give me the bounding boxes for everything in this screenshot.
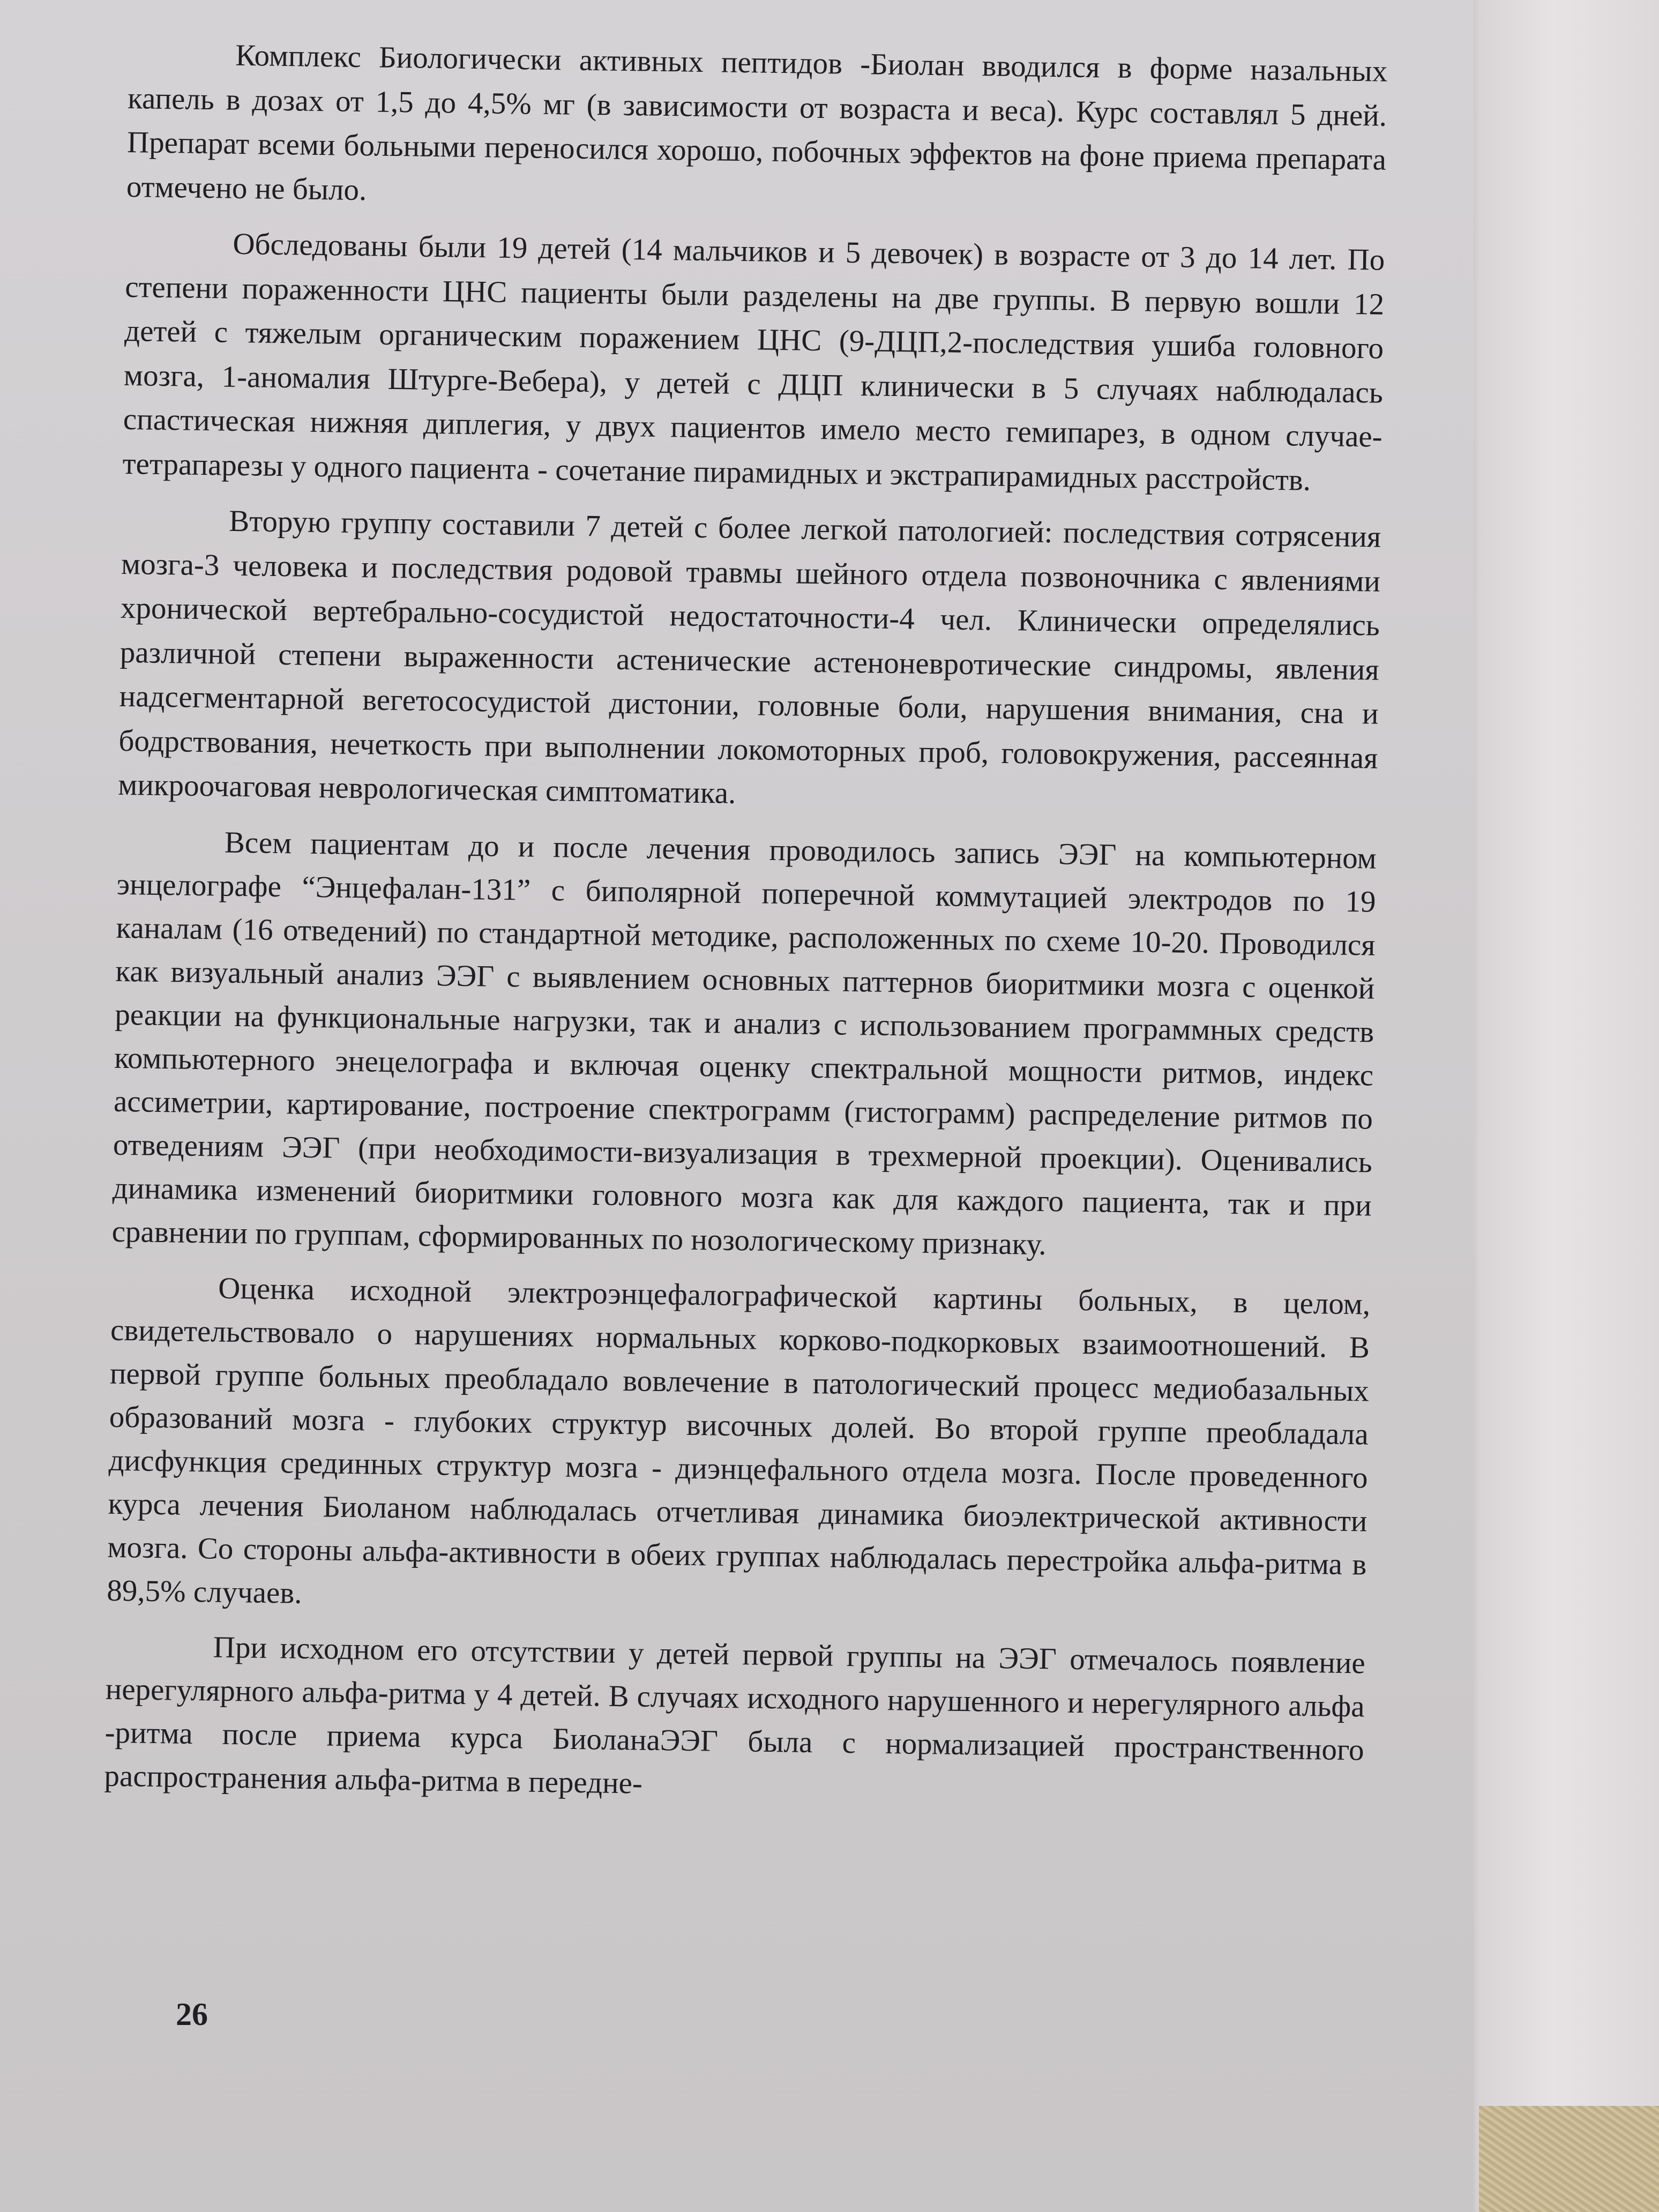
paragraph-patients-group-one: Обследованы были 19 детей (14 мальчиков и 5 девочек) в возрасте от 3 до 14 лет. По степени пораженности ЦНС пациенты были разделены на две группы. В первую вошли 12 детей с тяжелым органическим поражением ЦНС (9-ДЦП,2-последствия ушиба головного мозга, 1-аномалия Штурге-Вебера), у детей с ДЦП клинически в 5 случаях наблюдалась спастическая нижняя диплегия, у двух пациентов имело место гемипарез, в одном случае-тетрапарезы у одного пациента - сочетание пирамидных и экстрапирамидных расстройств. (122, 227, 1385, 497)
page-text (104, 32, 1388, 1827)
paragraph-alpha-rhythm: При исходном его отсутствии у детей первой группы на ЭЭГ отмечалось появление нерегулярного альфа-ритма у 4 детей. В случаях исходного нарушенного и нерегулярного альфа -ритма после приема курса БиоланаЭЭГ была с нормализацией пространственного распространения альфа-ритма в передне- (104, 1630, 1366, 1800)
paragraph-eeg-assessment: Оценка исходной электроэнцефалографической картины больных, в целом, свидетельствовало о нарушениях нормальных корково-подкорковых взаимоотношений. В первой группе больных преобладало вовлечение в патологический процесс медиобазальных образований мозга - глубоких структур височных долей. Во второй группе преобладала дисфункция срединных структур мозга - диэнцефального отдела мозга. После проведенного курса лечения Биоланом наблюдалась отчетливая динамика биоэлектрической активности мозга. Со стороны альфа-активности в обеих группах наблюдалась перестройка альфа-ритма в 89,5% случаев. (106, 1271, 1371, 1610)
paragraph-group-two: Вторую группу составили 7 детей с более легкой патологией: последствия сотрясения мозга-3 человека и последствия родовой травмы шейного отдела позвоночника с явлениями хронической вертебрально-сосудистой недостаточности-4 чел. Клинически определялись различной степени выраженности астенические астеноневротические синдромы, явления надсегментарной вегетососудистой дистонии, головные боли, нарушения внимания, сна и бодрствования, нечеткость при выполнении локомоторных проб, головокружения, рассеянная микроочаговая неврологическая симптоматика. (117, 504, 1381, 810)
adjacent-page (1447, 0, 1659, 2212)
paragraph-eeg-method: Всем пациентам до и после лечения проводилось запись ЭЭГ на компьютерном энцелографе “Энцефалан-131” с биполярной поперечной коммутацией электродов по 19 каналам (16 отведений) по стандартной методике, расположенных по схеме 10-20. Проводился как визуальный анализ ЭЭГ с выявлением основных паттернов биоритмики мозга с оценкой реакции на функциональные нагрузки, так и анализ с использованием программных средств компьютерного энецелографа и включая оценку спектральной мощности ритмов, индекс ассиметрии, картирование, построение спектрограмм (гистограмм) распределение ритмов по отведениям ЭЭГ (при необходимости-визуализация в трехмерной проекции). Оценивались динамика изменений биоритмики головного мозга как для каждого пациента, так и при сравнении по группам, сформированных по нозологическому признаку. (111, 825, 1377, 1261)
background-surface (1479, 2106, 1659, 2212)
page-number: 26 (176, 1997, 208, 2032)
paragraph-biolan-dosage: Комплекс Биологически активных пептидов -Биолан вводился в форме назальных капель в дозах от 1,5 до 4,5% мг (в зависимости от возраста и веса). Курс составлял 5 дней. Препарат всеми больными переносился хорошо, побочных эффектов на фоне приема препарата отмечено не было. (126, 38, 1388, 207)
